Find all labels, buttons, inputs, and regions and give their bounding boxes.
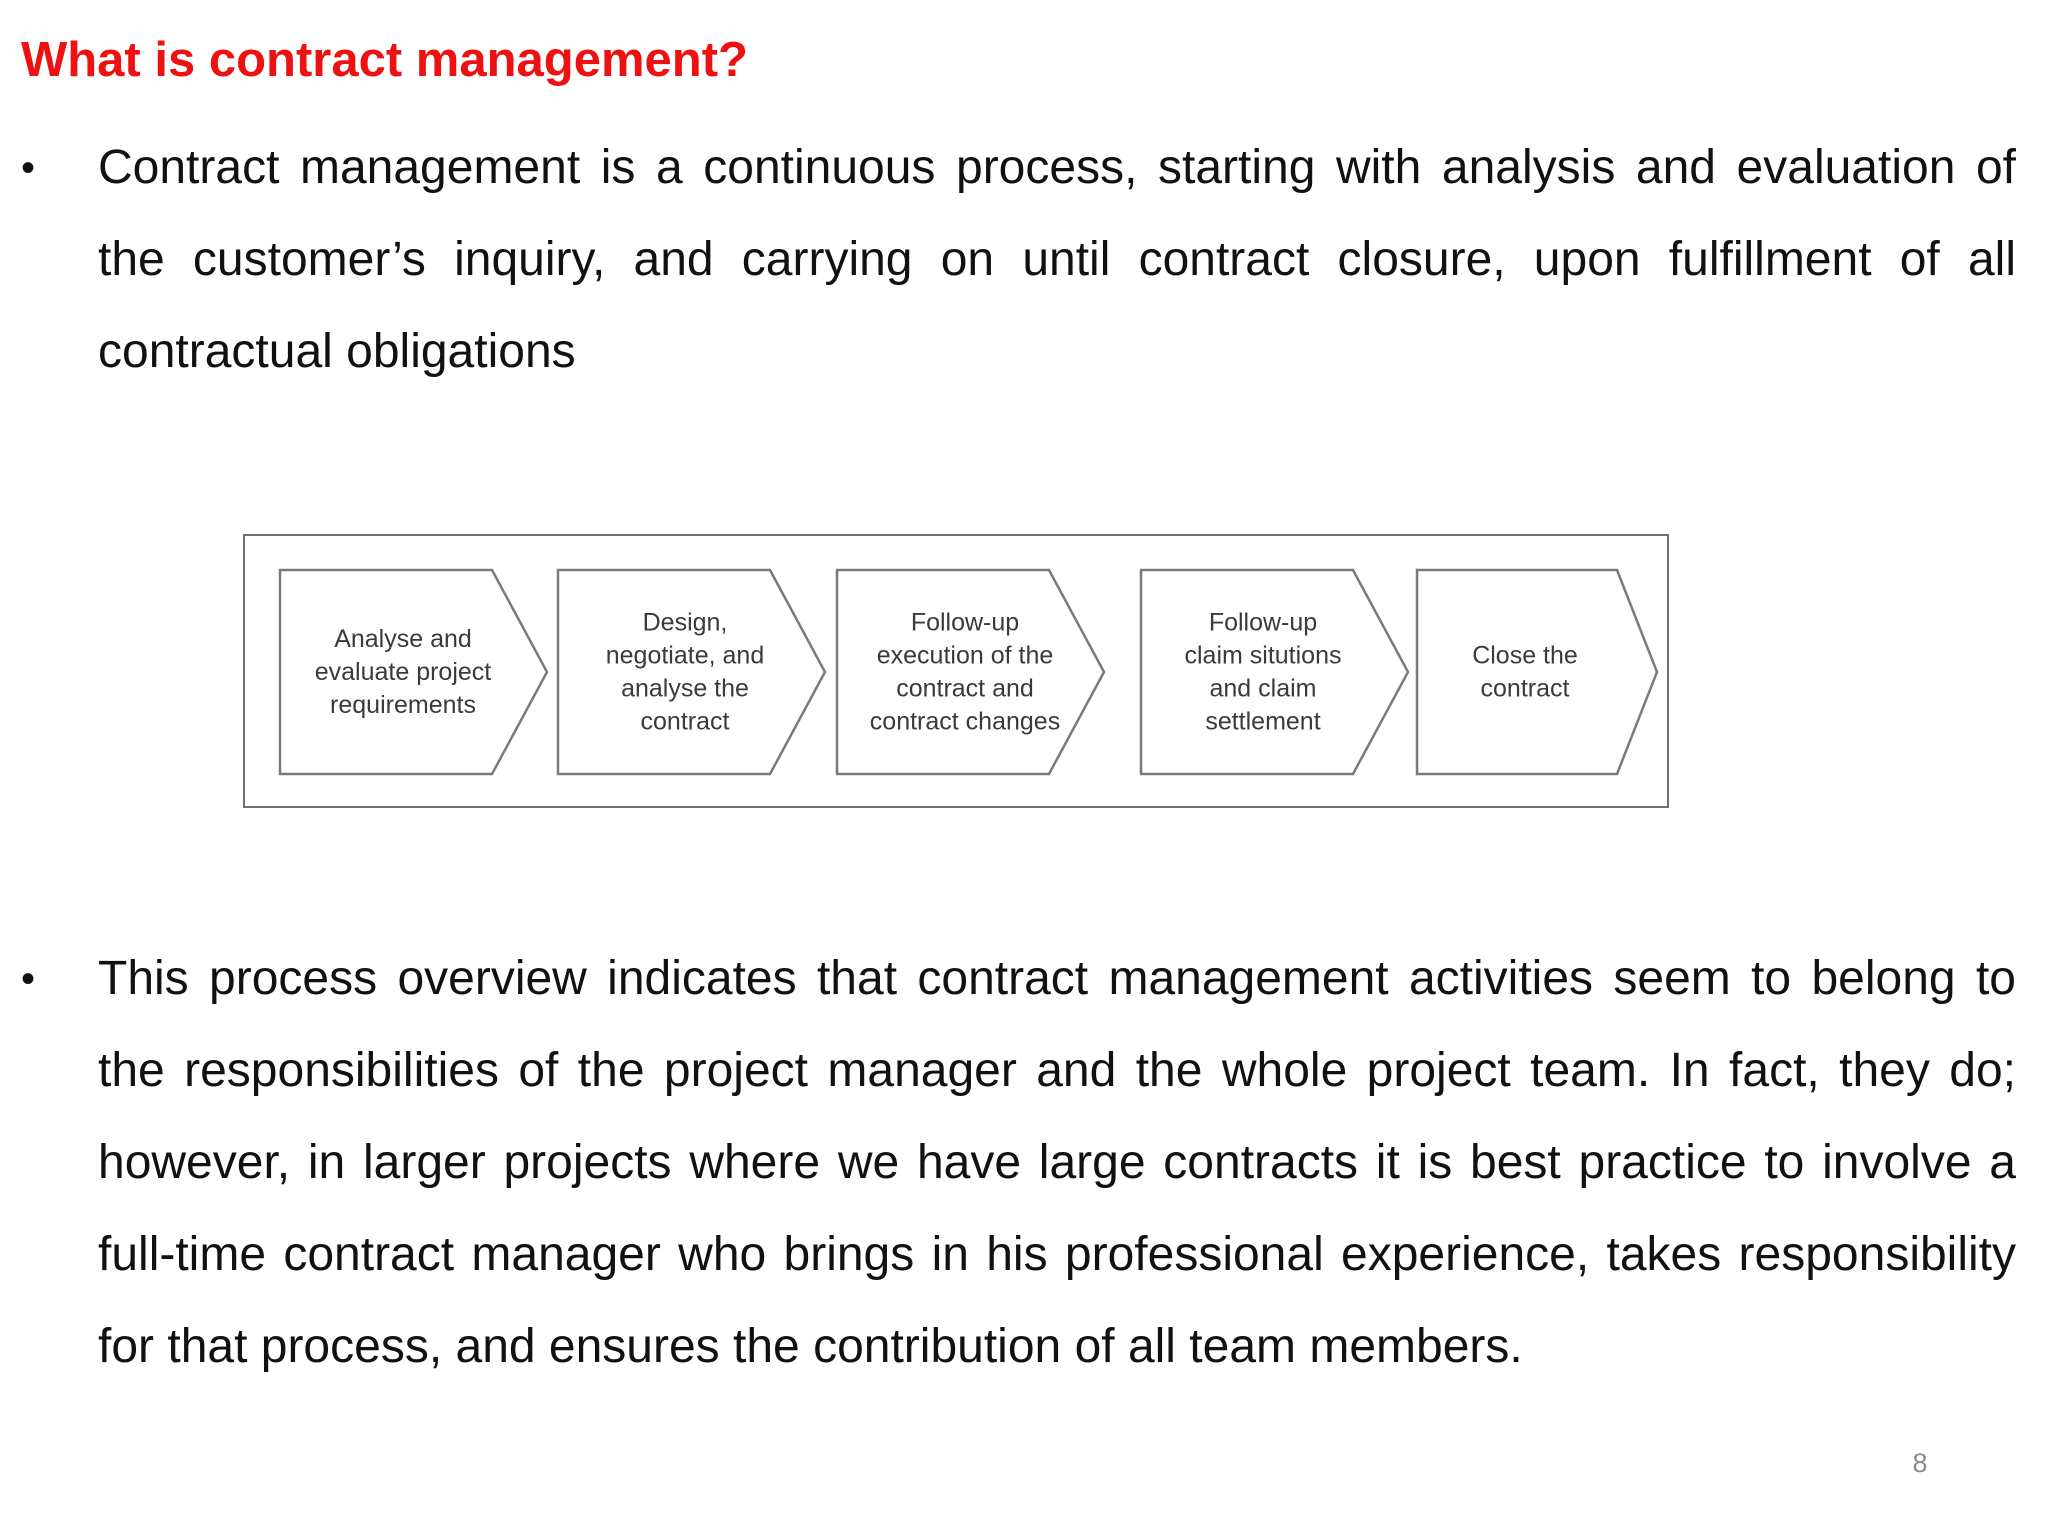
bullet-item bbox=[21, 933, 2016, 1393]
bullet-text: This process overview indicates that contract management activities seem to belong to the responsibilities of the project manager and the whole project team. In fact, they do; however, in larger projects where we have large contracts it is best practice to involve a full-time contract manager who brings in his professional experience, takes responsibility for that process, and ensures the contribution of all team members. bbox=[98, 952, 2016, 1373]
process-step bbox=[837, 570, 1104, 774]
process-step-chevron bbox=[1417, 570, 1657, 774]
process-step-label: negotiate, and bbox=[605, 641, 765, 670]
bullet-item bbox=[21, 122, 2016, 398]
process-step-label: requirements bbox=[330, 691, 476, 719]
process-step-label: evaluate project bbox=[314, 658, 492, 686]
process-step bbox=[280, 570, 547, 774]
process-step-label: Close the bbox=[1472, 641, 1578, 670]
process-step bbox=[1417, 570, 1657, 774]
process-step-label: contract bbox=[640, 707, 730, 736]
page-number: 8 bbox=[1912, 1448, 1928, 1478]
slide-title: What is contract management? bbox=[21, 33, 748, 87]
process-step-chevron bbox=[558, 570, 825, 774]
bullet-text: Contract management is a continuous process, starting with analysis and evaluation of the customer’s inquiry, and carrying on until contract closure, upon fulfillment of all contractual obligations bbox=[98, 141, 2016, 378]
process-step bbox=[1141, 570, 1408, 774]
process-step-chevron bbox=[837, 570, 1104, 774]
bullet-marker: • bbox=[21, 957, 36, 1001]
process-step-label: settlement bbox=[1205, 707, 1321, 736]
process-step-label: contract bbox=[1480, 674, 1570, 703]
bullet-marker: • bbox=[21, 146, 36, 190]
process-step-chevron bbox=[1141, 570, 1408, 774]
process-step-label: contract changes bbox=[869, 707, 1061, 736]
process-step-label: Follow-up bbox=[910, 608, 1020, 637]
process-step-label: Follow-up bbox=[1208, 608, 1318, 637]
process-step-label: Analyse and bbox=[334, 625, 472, 653]
process-step-label: execution of the bbox=[876, 641, 1054, 670]
process-diagram-svg bbox=[245, 536, 1667, 806]
process-step-label: claim situtions bbox=[1184, 641, 1342, 670]
process-step bbox=[558, 570, 825, 774]
process-step-label: contract and bbox=[896, 674, 1034, 703]
process-step-label: and claim bbox=[1209, 674, 1317, 703]
process-step-label: analyse the bbox=[621, 674, 749, 703]
process-step-label: Design, bbox=[642, 608, 728, 637]
process-diagram bbox=[243, 534, 1669, 808]
